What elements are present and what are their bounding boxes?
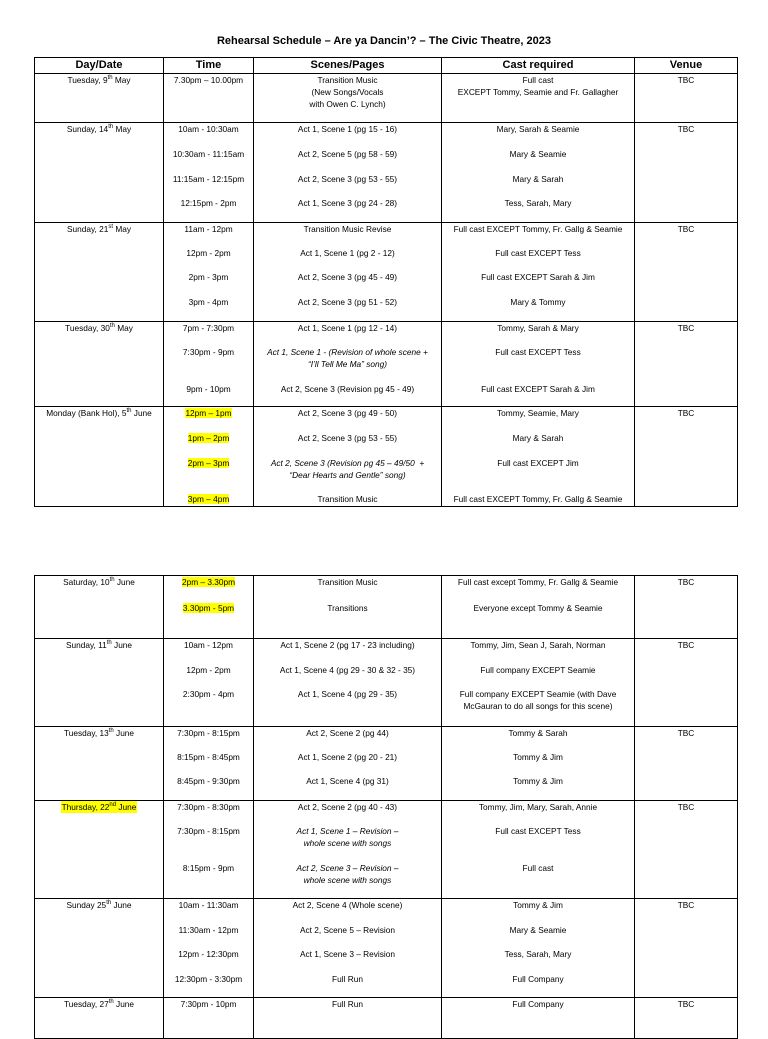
table-row xyxy=(35,899,738,998)
time-slot: 10am - 11:30am xyxy=(178,900,239,910)
cast-required: Full Company xyxy=(512,974,564,984)
time-slot: 12:15pm - 2pm xyxy=(180,198,237,208)
table-row xyxy=(35,576,738,639)
time-cell xyxy=(164,322,254,407)
time-cell xyxy=(164,576,254,639)
table-row xyxy=(35,727,738,801)
scene-pages: Act 2, Scene 3 (Revision pg 45 – 49/50 + “Dear Hearts and Gentle” song) xyxy=(270,458,425,480)
cast-required: Full cast EXCEPT Tess xyxy=(495,347,581,357)
cast-cell xyxy=(442,322,635,407)
time-slot: 3pm - 4pm xyxy=(188,297,229,307)
cast-required: Full cast EXCEPT Tess xyxy=(495,248,581,258)
scene-pages: Act 2, Scene 3 (pg 53 - 55) xyxy=(297,174,398,184)
day-ordinal: th xyxy=(109,577,115,584)
time-slot: 8:45pm - 9:30pm xyxy=(177,776,240,786)
time-slot: 11am - 12pm xyxy=(184,224,233,234)
time-slot: 10:30am - 11:15am xyxy=(172,149,245,159)
scene-pages: Full Run xyxy=(332,999,363,1009)
scene-cell xyxy=(254,639,442,727)
day-date-text xyxy=(67,224,131,234)
month-label: June xyxy=(111,900,132,910)
venue-cell: TBC xyxy=(635,322,738,407)
scene-pages: Act 1, Scene 3 (pg 24 - 28) xyxy=(297,198,398,208)
time-slot: 12pm - 2pm xyxy=(186,248,231,258)
cast-required: Tess, Sarah, Mary xyxy=(504,949,572,959)
cast-required: Full company EXCEPT Seamie xyxy=(480,665,596,675)
cast-cell xyxy=(442,74,635,123)
cast-required: Full cast EXCEPT Sarah & Jim xyxy=(481,272,595,282)
scene-pages: Act 2, Scene 5 – Revision xyxy=(299,925,395,935)
day-date-text xyxy=(67,75,130,85)
scene-pages: Act 2, Scene 2 (pg 40 - 43) xyxy=(297,802,398,812)
schedule-body-1 xyxy=(35,74,738,507)
header-scenes-pages: Scenes/Pages xyxy=(254,58,442,74)
day-date-cell xyxy=(35,123,164,223)
day-date-text xyxy=(61,801,138,813)
scene-pages: Act 1, Scene 2 (pg 20 - 21) xyxy=(297,752,398,762)
scene-cell xyxy=(254,407,442,507)
time-slot: 11:15am - 12:15pm xyxy=(172,174,245,184)
time-cell xyxy=(164,223,254,322)
schedule-table-2 xyxy=(34,575,738,1039)
table-row xyxy=(35,223,738,322)
time-slot: 8:15pm - 8:45pm xyxy=(177,752,240,762)
day-label: Tuesday, 30 xyxy=(65,323,110,333)
scene-cell xyxy=(254,899,442,998)
cast-cell xyxy=(442,123,635,223)
cast-required: Full cast EXCEPT Tommy, Fr. Gallg & Seamie xyxy=(453,224,623,234)
day-ordinal: th xyxy=(108,124,114,131)
time-slot: 12pm - 2pm xyxy=(186,665,231,675)
time-cell xyxy=(164,123,254,223)
scene-pages: Act 1, Scene 3 – Revision xyxy=(299,949,395,959)
day-label: Saturday, 10 xyxy=(63,577,110,587)
month-label: June xyxy=(114,577,135,587)
cast-required: Full cast EXCEPT Tess xyxy=(495,826,581,836)
venue-cell: TBC xyxy=(635,223,738,322)
day-date-text xyxy=(65,323,133,333)
time-slot: 2pm – 3pm xyxy=(187,458,230,468)
scene-cell xyxy=(254,322,442,407)
time-slot: 7:30pm - 9pm xyxy=(182,347,235,357)
scene-pages: Transition Music Revise xyxy=(303,224,392,234)
schedule-table-1 xyxy=(34,57,738,507)
day-date-cell xyxy=(35,727,164,801)
table-header-row xyxy=(35,58,738,74)
cast-required: Mary & Sarah xyxy=(512,433,564,443)
scene-pages: Act 1, Scene 4 (pg 31) xyxy=(306,776,389,786)
time-slot: 10am - 10:30am xyxy=(178,124,239,134)
cast-required: Tommy, Jim, Mary, Sarah, Annie xyxy=(478,802,598,812)
day-ordinal: th xyxy=(126,408,132,415)
month-label: June xyxy=(116,802,137,812)
cast-required: Full cast EXCEPT Sarah & Jim xyxy=(481,384,595,394)
cast-required: Full cast EXCEPT Tommy, Fr. Gallg & Seamie xyxy=(453,494,623,504)
scene-pages: Act 1, Scene 4 (pg 29 - 30 & 32 - 35) xyxy=(279,665,416,675)
venue-cell: TBC xyxy=(635,123,738,223)
day-ordinal: nd xyxy=(109,802,117,809)
scene-cell xyxy=(254,727,442,801)
day-label: Tuesday, 27 xyxy=(63,999,109,1009)
cast-required: Tommy, Jim, Sean J, Sarah, Norman xyxy=(470,640,606,650)
cast-required: Full cast xyxy=(522,863,554,873)
scene-pages: Act 2, Scene 3 – Revision – whole scene with songs xyxy=(296,863,399,885)
cast-cell xyxy=(442,899,635,998)
time-slot: 12pm – 1pm xyxy=(185,408,232,418)
month-label: May xyxy=(114,323,133,333)
scene-cell xyxy=(254,576,442,639)
cast-required: Full cast EXCEPT Tommy, Seamie and Fr. Gallagher xyxy=(457,75,619,97)
month-label: June xyxy=(111,640,133,650)
day-ordinal: th xyxy=(109,323,115,330)
cast-cell xyxy=(442,223,635,322)
venue-cell: TBC xyxy=(635,576,738,639)
cast-required: Mary & Seamie xyxy=(509,925,567,935)
cast-required: Tommy, Sarah & Mary xyxy=(497,323,579,333)
day-ordinal: th xyxy=(108,728,114,735)
scene-cell xyxy=(254,998,442,1039)
cast-required: Everyone except Tommy & Seamie xyxy=(473,603,603,613)
scene-pages: Act 1, Scene 2 (pg 17 - 23 including) xyxy=(280,640,415,650)
time-slot: 10am - 12pm xyxy=(184,640,233,650)
scene-pages: Transition Music xyxy=(317,494,378,504)
scene-pages: Act 2, Scene 4 (Whole scene) xyxy=(292,900,403,910)
month-label: June xyxy=(113,728,135,738)
scene-pages: Act 2, Scene 3 (pg 51 - 52) xyxy=(297,297,398,307)
day-date-cell xyxy=(35,639,164,727)
table-row xyxy=(35,998,738,1039)
cast-required: Tommy, Seamie, Mary xyxy=(497,408,579,418)
venue-cell: TBC xyxy=(635,74,738,123)
time-slot: 3.30pm - 5pm xyxy=(182,603,235,613)
day-date-text xyxy=(46,408,152,418)
time-cell xyxy=(164,407,254,507)
day-date-cell xyxy=(35,998,164,1039)
time-slot: 2pm - 3pm xyxy=(188,272,229,282)
time-cell xyxy=(164,639,254,727)
month-label: May xyxy=(112,75,131,85)
day-ordinal: th xyxy=(108,999,114,1006)
cast-required: Mary & Sarah xyxy=(512,174,564,184)
cast-required: Full company EXCEPT Seamie (with Dave McGauran to do all songs for this scene) xyxy=(459,689,617,711)
day-date-text xyxy=(66,640,132,650)
day-ordinal: th xyxy=(106,900,112,907)
table-row xyxy=(35,801,738,899)
venue-cell: TBC xyxy=(635,899,738,998)
cast-required: Full cast except Tommy, Fr. Gallg & Seamie xyxy=(457,577,619,587)
day-date-cell xyxy=(35,223,164,322)
month-label: May xyxy=(113,224,132,234)
scene-pages: Act 2, Scene 3 (pg 45 - 49) xyxy=(297,272,398,282)
cast-required: Full Company xyxy=(512,999,564,1009)
day-ordinal: th xyxy=(107,75,113,82)
day-date-text xyxy=(67,900,132,910)
cast-cell xyxy=(442,998,635,1039)
scene-pages: Act 2, Scene 3 (Revision pg 45 - 49) xyxy=(280,384,415,394)
scene-cell xyxy=(254,74,442,123)
time-slot: 7pm - 7:30pm xyxy=(182,323,235,333)
day-ordinal: st xyxy=(108,224,114,231)
day-label: Tuesday, 9 xyxy=(67,75,108,85)
cast-cell xyxy=(442,801,635,899)
table-row xyxy=(35,407,738,507)
time-slot: 8:15pm - 9pm xyxy=(182,863,235,873)
scene-pages: Act 2, Scene 3 (pg 49 - 50) xyxy=(297,408,398,418)
table-row xyxy=(35,74,738,123)
day-ordinal: th xyxy=(106,640,112,647)
scene-pages: Act 1, Scene 1 (pg 12 - 14) xyxy=(297,323,398,333)
table-row xyxy=(35,123,738,223)
scene-cell xyxy=(254,123,442,223)
scene-cell xyxy=(254,223,442,322)
cast-required: Mary & Tommy xyxy=(510,297,566,307)
time-cell xyxy=(164,727,254,801)
day-date-cell xyxy=(35,74,164,123)
time-slot: 7:30pm - 10pm xyxy=(180,999,237,1009)
month-label: May xyxy=(113,124,132,134)
cast-cell xyxy=(442,576,635,639)
day-label: Monday (Bank Hol), 5 xyxy=(46,408,127,418)
day-label: Tuesday, 13 xyxy=(63,728,109,738)
document-title: Rehearsal Schedule – Are ya Dancin’? – The Civic Theatre, 2023 xyxy=(216,35,552,47)
day-date-text xyxy=(64,999,134,1009)
time-cell xyxy=(164,801,254,899)
scene-pages: Act 1, Scene 1 (pg 15 - 16) xyxy=(297,124,398,134)
header-day-date: Day/Date xyxy=(35,58,164,74)
time-slot: 7:30pm - 8:15pm xyxy=(177,826,240,836)
time-slot: 9pm - 10pm xyxy=(186,384,231,394)
scene-cell xyxy=(254,801,442,899)
table-row xyxy=(35,639,738,727)
cast-required: Tess, Sarah, Mary xyxy=(504,198,572,208)
day-label: Sunday, 21 xyxy=(66,224,109,234)
day-date-cell xyxy=(35,407,164,507)
time-slot: 11:30am - 12pm xyxy=(178,925,239,935)
venue-cell: TBC xyxy=(635,639,738,727)
scene-pages: Act 2, Scene 5 (pg 58 - 59) xyxy=(297,149,398,159)
day-label: Sunday, 14 xyxy=(66,124,109,134)
time-slot: 12pm - 12:30pm xyxy=(178,949,239,959)
time-slot: 3pm – 4pm xyxy=(187,494,230,504)
scene-pages: Full Run xyxy=(332,974,363,984)
time-cell xyxy=(164,899,254,998)
time-slot: 7:30pm - 8:15pm xyxy=(177,728,240,738)
venue-cell: TBC xyxy=(635,801,738,899)
cast-cell xyxy=(442,727,635,801)
cast-required: Full cast EXCEPT Jim xyxy=(497,458,579,468)
time-slot: 12:30pm - 3:30pm xyxy=(174,974,243,984)
scene-pages: Transition Music (New Songs/Vocals with Owen C. Lynch) xyxy=(309,75,386,109)
cast-cell xyxy=(442,639,635,727)
table-row xyxy=(35,322,738,407)
schedule-body-2 xyxy=(35,576,738,1039)
header-time: Time xyxy=(164,58,254,74)
header-venue: Venue xyxy=(635,58,738,74)
venue-cell: TBC xyxy=(635,727,738,801)
month-label: June xyxy=(131,408,152,418)
scene-pages: Transition Music xyxy=(317,577,378,587)
scene-pages: Act 1, Scene 1 (pg 2 - 12) xyxy=(300,248,395,258)
time-slot: 1pm – 2pm xyxy=(187,433,230,443)
header-cast-required: Cast required xyxy=(442,58,635,74)
day-date-cell xyxy=(35,801,164,899)
time-slot: 7.30pm – 10.00pm xyxy=(173,75,244,85)
scene-pages: Act 1, Scene 1 – Revision – whole scene with songs xyxy=(296,826,399,848)
day-date-cell xyxy=(35,322,164,407)
day-label: Thursday, 22 xyxy=(61,802,110,812)
time-cell xyxy=(164,74,254,123)
cast-cell xyxy=(442,407,635,507)
cast-required: Mary, Sarah & Seamie xyxy=(496,124,580,134)
scene-pages: Act 2, Scene 2 (pg 44) xyxy=(306,728,389,738)
month-label: June xyxy=(113,999,135,1009)
time-slot: 7:30pm - 8:30pm xyxy=(177,802,240,812)
day-date-text xyxy=(67,124,131,134)
day-label: Sunday, 11 xyxy=(65,640,107,650)
venue-cell: TBC xyxy=(635,407,738,507)
scene-pages: Act 1, Scene 1 - (Revision of whole scene + “I’ll Tell Me Ma” song) xyxy=(267,347,428,369)
cast-required: Tommy & Jim xyxy=(513,900,563,910)
day-date-text xyxy=(63,577,135,587)
cast-required: Mary & Seamie xyxy=(509,149,567,159)
day-label: Sunday 25 xyxy=(66,900,107,910)
cast-required: Tommy & Jim xyxy=(513,776,563,786)
day-date-text xyxy=(64,728,134,738)
time-slot: 2:30pm - 4pm xyxy=(182,689,235,699)
cast-required: Tommy & Sarah xyxy=(508,728,568,738)
scene-pages: Act 1, Scene 4 (pg 29 - 35) xyxy=(297,689,398,699)
scene-pages: Transitions xyxy=(327,603,368,613)
day-date-cell xyxy=(35,899,164,998)
day-date-cell xyxy=(35,576,164,639)
scene-pages: Act 2, Scene 3 (pg 53 - 55) xyxy=(297,433,398,443)
time-slot: 2pm – 3.30pm xyxy=(181,577,236,587)
cast-required: Tommy & Jim xyxy=(513,752,563,762)
venue-cell: TBC xyxy=(635,998,738,1039)
time-cell xyxy=(164,998,254,1039)
